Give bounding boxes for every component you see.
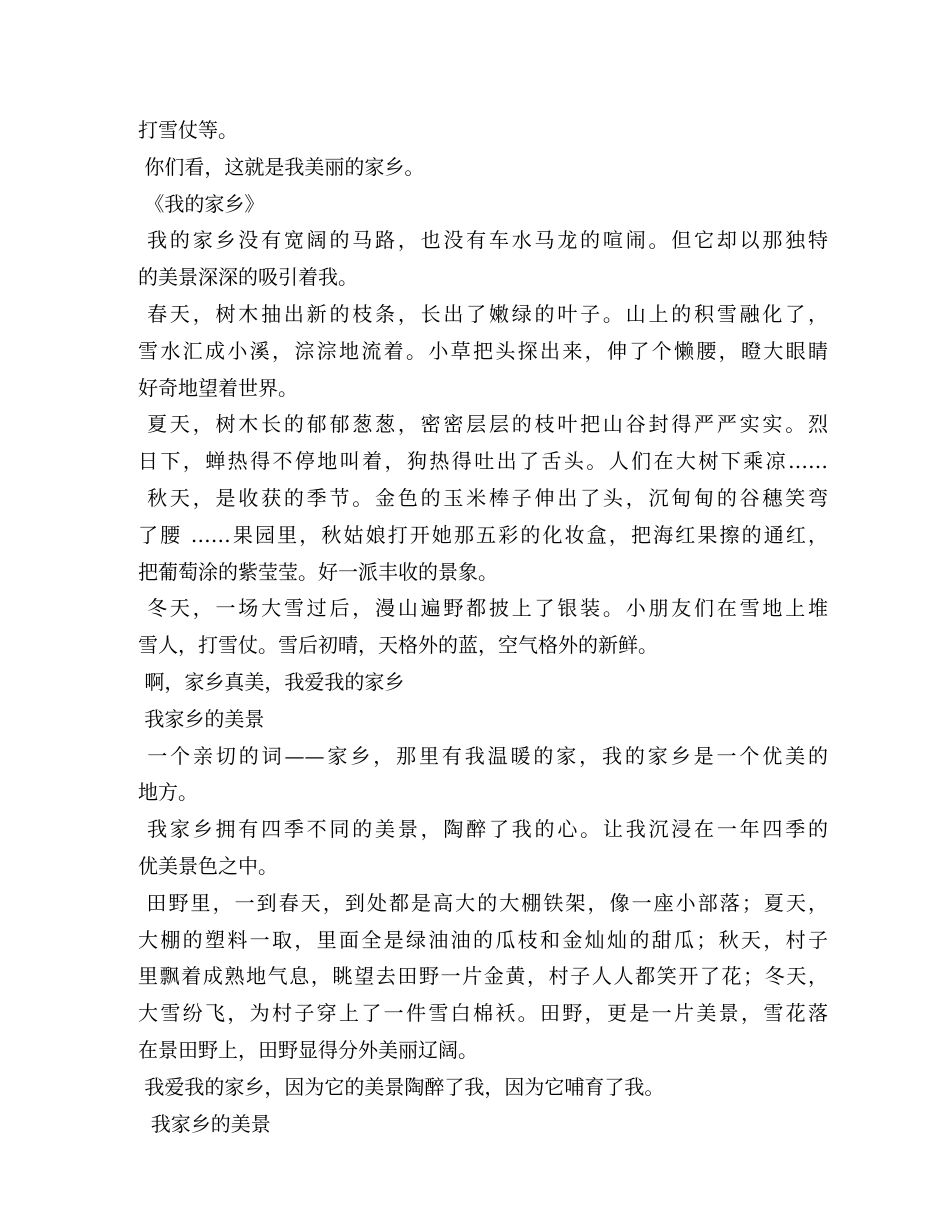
text-line: 夏天，树木长的郁郁葱葱，密密层层的枝叶把山谷封得严严实实。烈	[138, 412, 828, 437]
text-line: 在景田野上，田野显得分外美丽辽阔。	[138, 1037, 478, 1062]
text-line: 《我的家乡》	[138, 191, 265, 216]
text-line: 大雪纷飞，为村子穿上了一件雪白棉袄。田野，更是一片美景，雪花落	[138, 1001, 828, 1026]
text-line: 我家乡的美景	[138, 706, 265, 731]
text-line: 大棚的塑料一取，里面全是绿油油的瓜枝和金灿灿的甜瓜；秋天，村子	[138, 927, 828, 952]
text-line: 我家乡的美景	[138, 1111, 271, 1136]
text-line: 冬天，一场大雪过后，漫山遍野都披上了银装。小朋友们在雪地上堆	[138, 596, 828, 621]
text-line: 秋天，是收获的季节。金色的玉米棒子伸出了头，沉甸甸的谷穗笑弯	[138, 485, 828, 510]
text-line: 你们看，这就是我美丽的家乡。	[138, 154, 425, 179]
text-line: 把葡萄涂的紫莹莹。好一派丰收的景象。	[138, 559, 498, 584]
text-line: 我家乡拥有四季不同的美景，陶醉了我的心。让我沉浸在一年四季的	[138, 817, 828, 842]
text-line: 地方。	[138, 780, 198, 805]
text-line: 了腰 ……果园里，秋姑娘打开她那五彩的化妆盒，把海红果擦的通红，	[138, 522, 828, 547]
text-line: 里飘着成熟地气息，眺望去田野一片金黄，村子人人都笑开了花；冬天，	[138, 964, 828, 989]
document-body	[138, 112, 828, 1142]
text-line: 雪水汇成小溪，淙淙地流着。小草把头探出来，伸了个懒腰，瞪大眼睛	[138, 338, 828, 363]
text-line: 优美景色之中。	[138, 853, 278, 878]
text-line: 一个亲切的词——家乡，那里有我温暖的家，我的家乡是一个优美的	[138, 743, 828, 768]
text-line: 我爱我的家乡，因为它的美景陶醉了我，因为它哺育了我。	[138, 1074, 665, 1099]
text-line: 田野里，一到春天，到处都是高大的大棚铁架，像一座小部落；夏天，	[138, 890, 828, 915]
text-line: 我的家乡没有宽阔的马路，也没有车水马龙的喧闹。但它却以那独特	[138, 228, 828, 253]
text-line: 春天，树木抽出新的枝条，长出了嫩绿的叶子。山上的积雪融化了，	[138, 301, 828, 326]
text-line: 好奇地望着世界。	[138, 375, 298, 400]
text-line: 打雪仗等。	[138, 118, 238, 142]
text-line: 日下，蝉热得不停地叫着，狗热得吐出了舌头。人们在大树下乘凉……	[138, 449, 828, 474]
text-line: 雪人，打雪仗。雪后初晴，天格外的蓝，空气格外的新鲜。	[138, 633, 658, 658]
text-line: 的美景深深的吸引着我。	[138, 265, 358, 290]
text-line: 啊，家乡真美，我爱我的家乡	[138, 669, 405, 694]
